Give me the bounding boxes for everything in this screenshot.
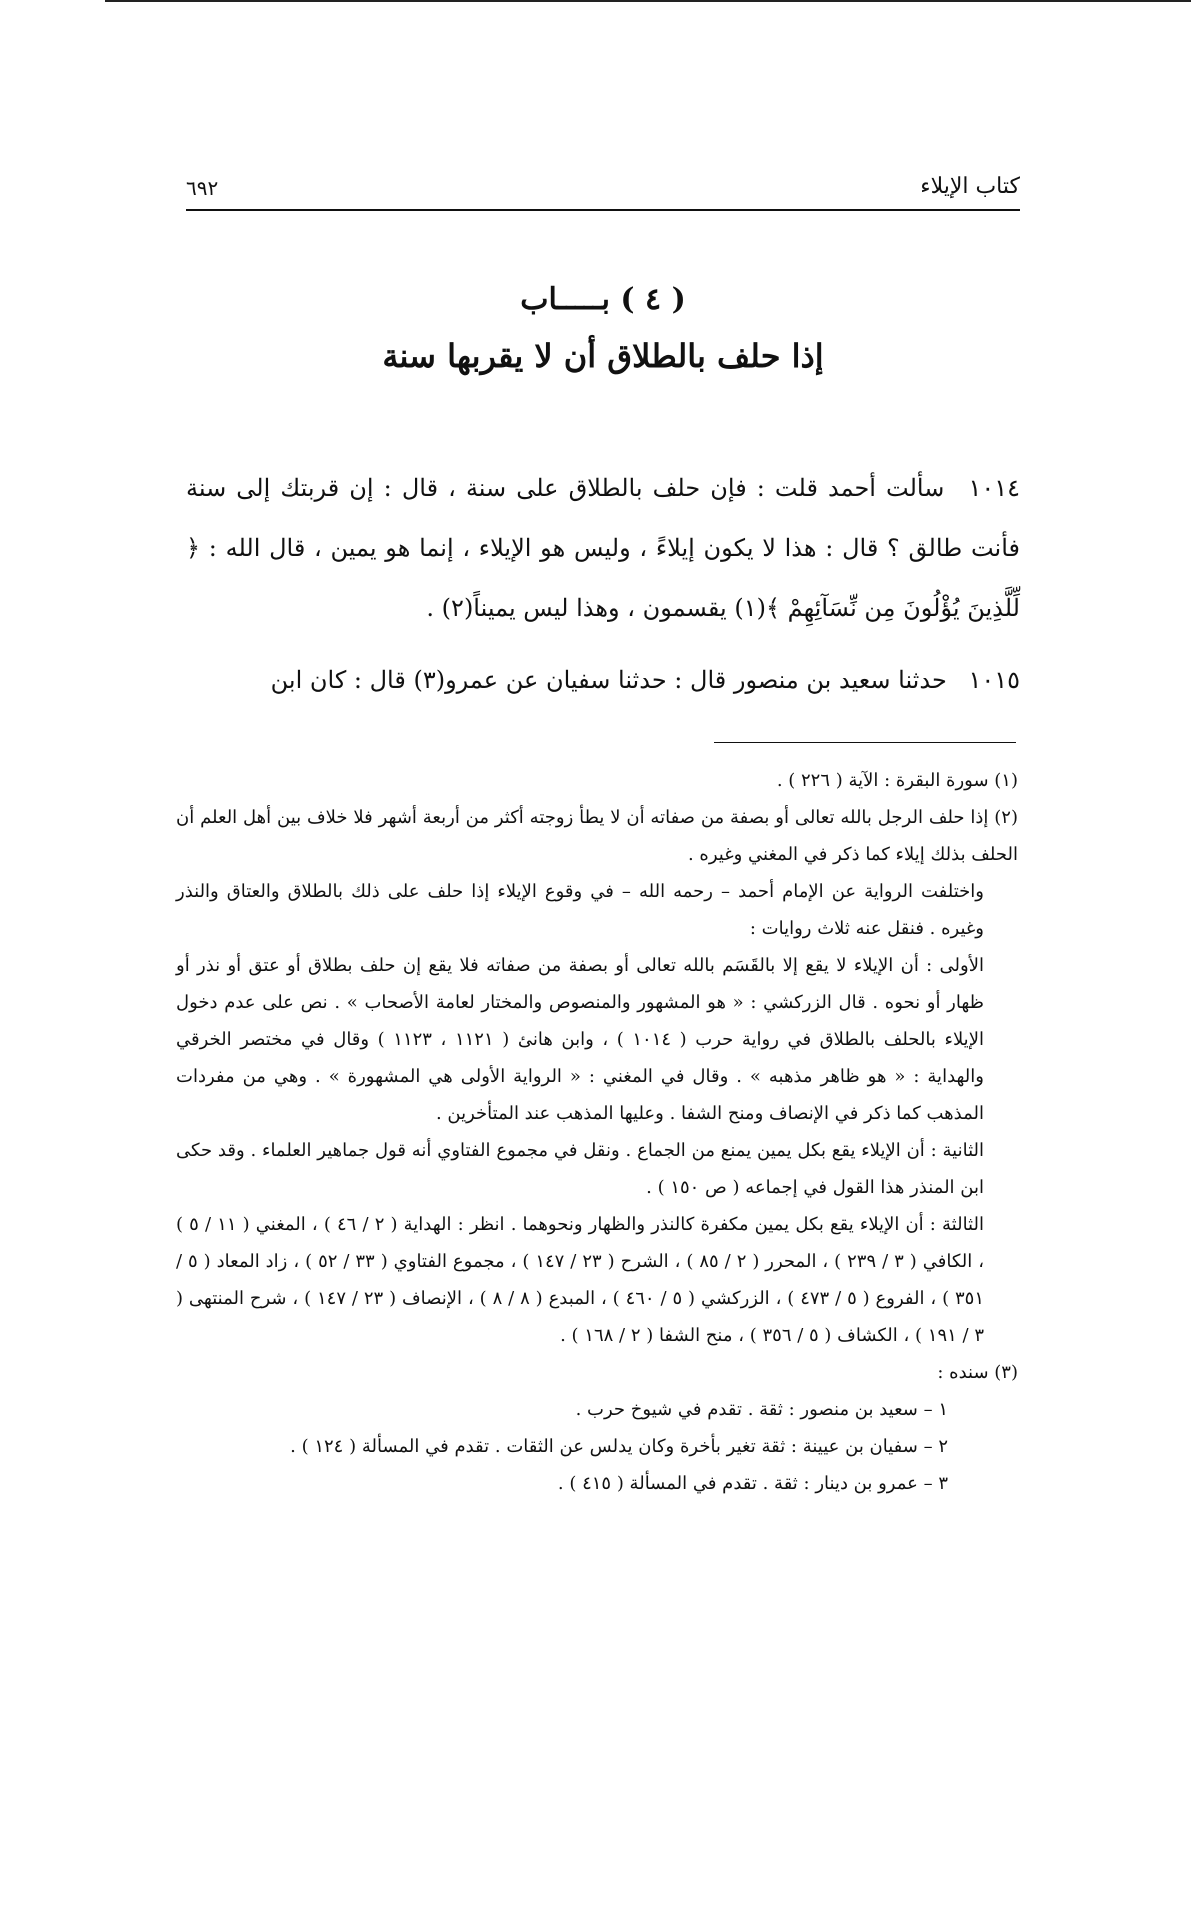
book-title: كتاب الإيلاء xyxy=(920,174,1020,199)
footnote-2-paragraph: الأولى : أن الإيلاء لا يقع إلا بالقَسَم بالله تعالى أو بصفة من صفاته فلا يقع إن حلف بطلاق أو عتق أو نذر أو ظهار أو نحوه . قال الزركشي : « هو المشهور والمنصوص والمختار لعامة الأصحاب » . نص على عدم دخول الإيلاء بالحلف بالطلاق في رواية حرب ( ١٠١٤ ) ، وابن هانئ ( ١١٢١ ، ١١٢٣ ) وقال في مختصر الخرقي والهداية : « هو ظاهر مذهبه » . وقال في المغني : « الرواية الأولى هي المشهورة » . وهي من مفردات المذهب كما ذكر في الإنصاف ومنح الشفا . وعليها المذهب عند المتأخرين . xyxy=(176,955,984,1124)
chapter-title: إذا حلف بالطلاق أن لا يقربها سنة xyxy=(382,337,824,375)
header-rule xyxy=(186,209,1020,211)
paragraph-number: ١٠١٤ xyxy=(968,474,1020,502)
footnote-2-paragraph: الثانية : أن الإيلاء يقع بكل يمين يمنع من الجماع . ونقل في مجموع الفتاوي أنه قول جماهير العلماء . وقد حكى ابن المنذر هذا القول في إجماعه ( ص ١٥٠ ) . xyxy=(176,1140,984,1198)
footnote-3-item: ٣ – عمرو بن دينار : ثقة . تقدم في المسألة ( ٤١٥ ) . xyxy=(557,1473,948,1494)
chapter-number: ( ٤ ) بـــــاب xyxy=(520,282,686,317)
footnotes xyxy=(176,762,1018,1502)
paragraph-1015 xyxy=(186,650,1020,710)
footnote-3: (٣) سنده : xyxy=(937,1362,1018,1383)
footnote-3-item: ٢ – سفيان بن عيينة : ثقة تغير بأخرة وكان يدلس عن الثقات . تقدم في المسألة ( ١٢٤ ) . xyxy=(290,1436,948,1457)
scan-edge-line xyxy=(105,0,1191,2)
paragraph-text: حدثنا سعيد بن منصور قال : حدثنا سفيان عن عمرو(٣) قال : كان ابن xyxy=(270,666,947,694)
footnote-2: (٢) إذا حلف الرجل بالله تعالى أو بصفة من صفاته أن لا يطأ زوجته أكثر من أربعة أشهر فلا خلاف بين أهل العلم أن الحلف بذلك إيلاء كما ذكر في المغني وغيره . xyxy=(176,807,1018,865)
paragraph-number: ١٠١٥ xyxy=(968,666,1020,694)
page-number: ٦٩٢ xyxy=(186,176,219,200)
chapter-heading xyxy=(186,282,1020,375)
running-header xyxy=(186,170,1020,206)
main-text xyxy=(186,458,1020,710)
paragraph-text: سألت أحمد قلت : فإن حلف بالطلاق على سنة ، قال : إن قربتك إلى سنة فأنت طالق ؟ قال : هذا لا يكون إيلاءً ، وليس هو الإيلاء ، إنما هو يمين ، قال الله : ﴿ لِّلَّذِينَ يُؤْلُونَ مِن نِّسَآئِهِمْ ﴾(١) يقسمون ، وهذا ليس يميناً(٢) . xyxy=(186,474,1020,622)
footnote-2-paragraph: واختلفت الرواية عن الإمام أحمد – رحمه الله – في وقوع الإيلاء إذا حلف على ذلك بالطلاق والعتاق والنذر وغيره . فنقل عنه ثلاث روايات : xyxy=(176,881,984,939)
footnote-1: (١) سورة البقرة : الآية ( ٢٢٦ ) . xyxy=(776,770,1018,791)
footnote-separator xyxy=(714,742,1016,743)
footnote-3-item: ١ – سعيد بن منصور : ثقة . تقدم في شيوخ حرب . xyxy=(575,1399,948,1420)
footnote-2-paragraph: الثالثة : أن الإيلاء يقع بكل يمين مكفرة كالنذر والظهار ونحوهما . انظر : الهداية ( ٢ / ٤٦ ) ، المغني ( ١١ / ٥ ) ، الكافي ( ٣ / ٢٣٩ ) ، المحرر ( ٢ / ٨٥ ) ، الشرح ( ٢٣ / ١٤٧ ) ، مجموع الفتاوي ( ٣٣ / ٥٢ ) ، زاد المعاد ( ٥ / ٣٥١ ) ، الفروع ( ٥ / ٤٧٣ ) ، الزركشي ( ٥ / ٤٦٠ ) ، المبدع ( ٨ / ٨ ) ، الإنصاف ( ٢٣ / ١٤٧ ) ، شرح المنتهى ( ٣ / ١٩١ ) ، الكشاف ( ٥ / ٣٥٦ ) ، منح الشفا ( ٢ / ١٦٨ ) . xyxy=(176,1214,985,1346)
paragraph-1014 xyxy=(186,458,1020,638)
